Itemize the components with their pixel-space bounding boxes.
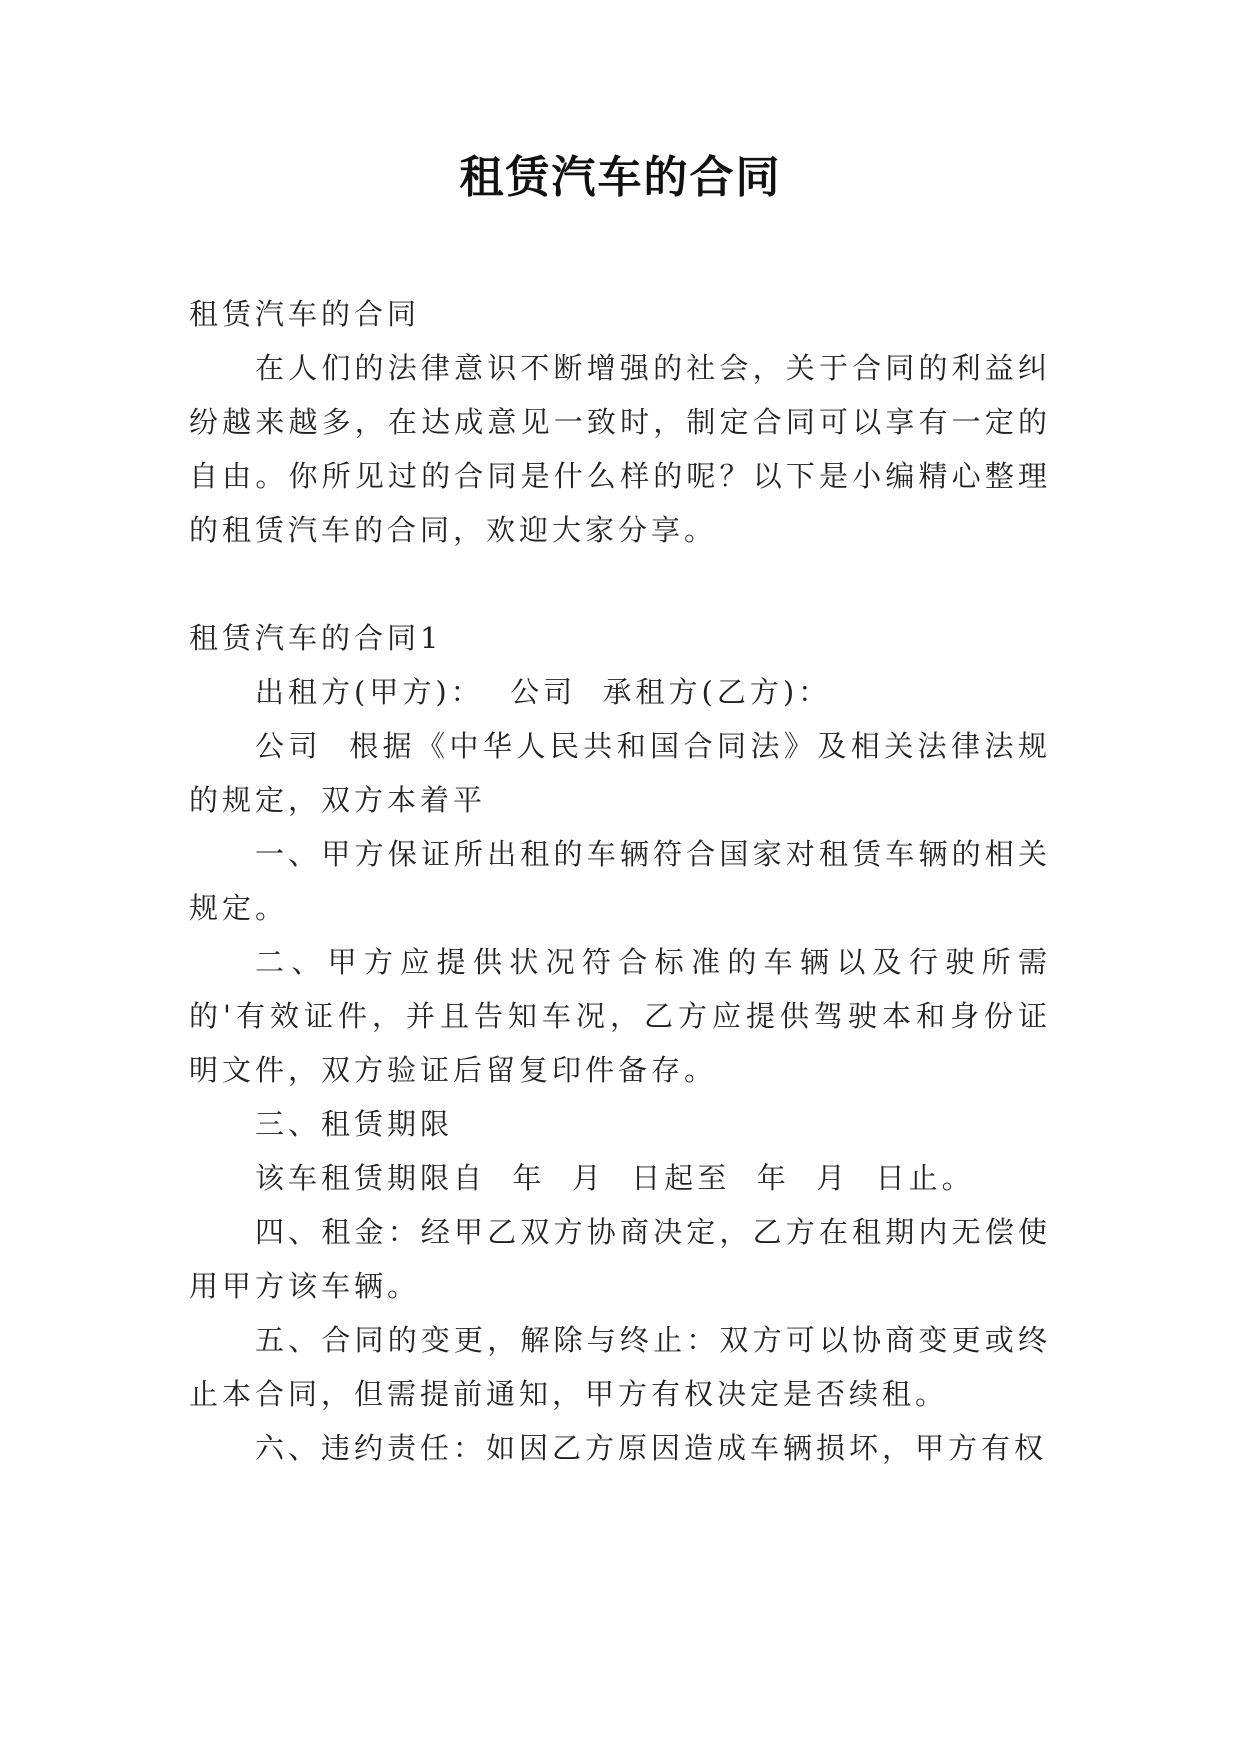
clause-6: 六、违约责任：如因乙方原因造成车辆损坏，甲方有权 [255, 1431, 1048, 1465]
clause-2: 二、甲方应提供状况符合标准的车辆以及行驶所需的'有效证件，并且告知车况，乙方应提供驾驶本和身份证明文件，双方验证后留复印件备存。 [189, 945, 1051, 1087]
paragraph-parties: 出租方(甲方)： 公司 承租方(乙方)： [255, 675, 832, 709]
document-body [189, 287, 1051, 1475]
paragraph-basis: 公司 根据《中华人民共和国合同法》及相关法律法规的规定，双方本着平 [189, 729, 1051, 817]
clause-4: 四、租金：经甲乙双方协商决定，乙方在租期内无偿使用甲方该车辆。 [189, 1215, 1051, 1303]
section-heading: 租赁汽车的合同1 [189, 621, 443, 655]
clause-1: 一、甲方保证所出租的车辆符合国家对租赁车辆的相关规定。 [189, 837, 1051, 925]
paragraph-subtitle: 租赁汽车的合同 [189, 297, 421, 331]
document-title: 租赁汽车的合同 [459, 152, 782, 203]
clause-3-term: 该车租赁期限自 年 月 日起至 年 月 日止。 [255, 1161, 975, 1195]
paragraph-intro: 在人们的法律意识不断增强的社会，关于合同的利益纠纷越来越多，在达成意见一致时，制定合同可以享有一定的自由。你所见过的合同是什么样的呢？以下是小编精心整理的租赁汽车的合同，欢迎大家分享。 [189, 351, 1051, 547]
clause-3-heading: 三、租赁期限 [255, 1107, 454, 1141]
clause-5: 五、合同的变更，解除与终止：双方可以协商变更或终止本合同，但需提前通知，甲方有权决定是否续租。 [189, 1323, 1051, 1411]
